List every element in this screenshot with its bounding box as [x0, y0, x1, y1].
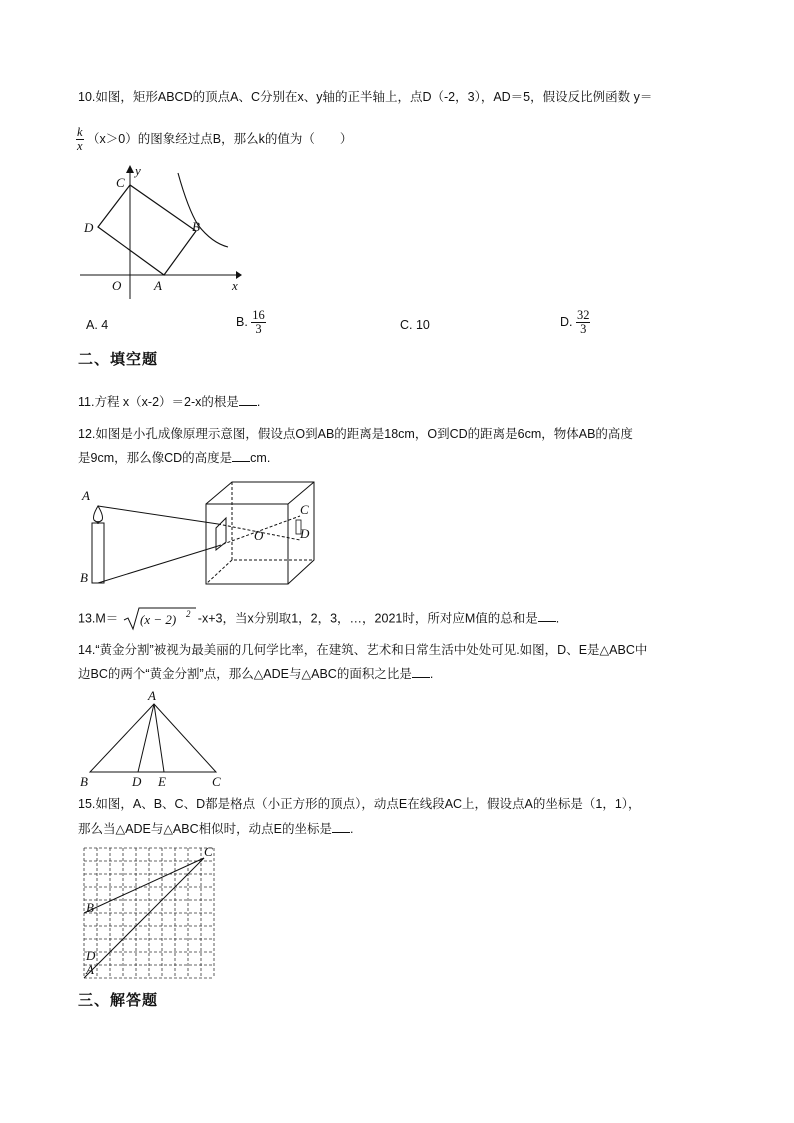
q12-text-2: 是9cm，那么像CD的高度是 [78, 451, 233, 465]
q14-segment-ae [154, 704, 164, 772]
q10-option-b-fraction [251, 309, 266, 336]
q10-option-d-prefix: D. [560, 314, 573, 329]
q11-line [78, 393, 260, 411]
q12-answer-blank[interactable] [232, 449, 250, 462]
q15-label-a: A [86, 962, 94, 977]
q13-answer-blank[interactable] [538, 609, 556, 622]
q10-option-d-fraction [576, 309, 591, 336]
section-3-title: 三、解答题 [78, 992, 159, 1009]
q15-line2 [78, 820, 353, 838]
section-2-title: 二、填空题 [78, 351, 159, 368]
q10-option-d-num: 32 [576, 308, 590, 322]
q10-option-b[interactable] [236, 309, 266, 336]
q14-text-2: 边BC的两个“黄金分割”点，那么△ADE与△ABC的面积之比是 [78, 667, 412, 681]
q10-option-b-den: 3 [255, 322, 262, 336]
q12-line2 [78, 449, 270, 467]
q10-option-c-label: C. 10 [400, 318, 430, 332]
q15-text-2: 那么当△ADE与△ABC相似时，动点E的坐标是 [78, 822, 332, 836]
q12-label-d: D [300, 526, 310, 541]
q15-text-end: . [349, 822, 354, 836]
q13-sqrt-expr: (x − 2) [139, 612, 176, 627]
q14-segment-ad [138, 704, 154, 772]
q14-label-b: B [80, 774, 88, 789]
q13-prefix: 13.M＝ [78, 611, 119, 626]
q10-fraction-k-over-x [76, 126, 84, 153]
q12-line1 [78, 425, 633, 443]
q10-text-2: （x＞0）的图象经过点B，那么k的值为（ ） [87, 131, 353, 146]
q11-text: 11.方程 x（x-2）＝2-x的根是 [78, 395, 239, 409]
q12-cube-hidden-edge [206, 560, 232, 584]
q15-grid-figure [78, 842, 224, 984]
q14-figure [78, 688, 238, 790]
q12-flame-icon [94, 506, 103, 522]
q12-ray-a [98, 506, 218, 524]
q12-pinhole-plate [216, 518, 226, 550]
q12-label-o: O [254, 528, 264, 543]
q10-line1 [78, 88, 652, 106]
q10-option-a[interactable] [86, 316, 108, 334]
q14-line1 [78, 641, 647, 659]
q13-text-end: . [555, 611, 560, 626]
q10-label-x: x [232, 278, 238, 293]
q13-line [78, 607, 559, 631]
q10-y-arrow-icon [126, 165, 134, 173]
q14-answer-blank[interactable] [412, 665, 430, 678]
q12-cube-edge [288, 482, 314, 504]
q10-text-1: 10.如图，矩形ABCD的顶点A、C分别在x、y轴的正半轴上，点D（-2，3），AD＝5，假设反比例函数 y＝ [78, 90, 653, 104]
q12-ray-b [98, 546, 218, 583]
q15-segment-bc [84, 858, 204, 913]
q12-label-a: A [82, 488, 90, 503]
q10-label-c: C [116, 175, 125, 190]
q10-option-d-den: 3 [580, 322, 587, 336]
q15-answer-blank[interactable] [332, 820, 350, 833]
q14-label-c: C [212, 774, 221, 789]
q13-sqrt-symbol-icon [122, 607, 198, 631]
q10-hyperbola [178, 173, 228, 247]
q10-frac-den: x [77, 139, 83, 153]
q14-label-d: D [132, 774, 142, 789]
q10-option-c[interactable] [400, 316, 430, 334]
q10-option-b-prefix: B. [236, 314, 248, 329]
q10-frac-num: k [77, 125, 83, 139]
q12-label-c: C [300, 502, 309, 517]
q10-rectangle [98, 185, 196, 275]
q15-label-d: D [86, 948, 96, 963]
q11-text-end: . [256, 395, 261, 409]
q12-figure [78, 478, 338, 590]
q10-option-a-label: A. 4 [86, 318, 109, 332]
q14-text-1: 14.“黄金分割”被视为最美丽的几何学比率，在建筑、艺术和日常生活中处处可见.如图，D、E是△ABC中 [78, 643, 648, 657]
q14-label-a: A [148, 688, 156, 703]
q14-label-e: E [158, 774, 166, 789]
q10-label-y: y [135, 163, 141, 178]
q12-text-1: 12.如图是小孔成像原理示意图，假设点O到AB的距离是18cm，O到CD的距离是6cm，物体AB的高度 [78, 427, 633, 441]
q10-label-a: A [154, 278, 162, 293]
q13-sqrt-exp: 2 [185, 609, 191, 619]
q15-text-1: 15.如图，A、B、C、D都是格点（小正方形的顶点），动点E在线段AC上，假设点A的坐标是（1，1）， [78, 797, 641, 811]
q10-line2 [76, 126, 352, 153]
q15-line1 [78, 795, 641, 813]
q15-label-c: C [204, 844, 213, 859]
q10-figure [76, 163, 246, 303]
q10-label-d: D [84, 220, 94, 235]
q12-candle-body [92, 523, 104, 583]
q14-text-end: . [429, 667, 434, 681]
q10-option-b-num: 16 [252, 308, 265, 322]
q12-cube-hidden [232, 482, 314, 560]
q13-text: -x+3，当x分别取1，2，3，…，2021时，所对应M值的总和是 [197, 611, 538, 626]
q14-triangle-abc [90, 704, 216, 772]
q10-option-d[interactable] [560, 309, 590, 336]
q12-text-unit: cm. [250, 451, 271, 465]
q10-label-o: O [112, 278, 122, 293]
q15-segment-ac [84, 858, 204, 978]
q14-line2 [78, 665, 433, 683]
q15-label-b: B [86, 900, 94, 915]
q12-label-b: B [80, 570, 88, 585]
q11-answer-blank[interactable] [239, 393, 257, 406]
q10-label-b: B [192, 219, 200, 234]
